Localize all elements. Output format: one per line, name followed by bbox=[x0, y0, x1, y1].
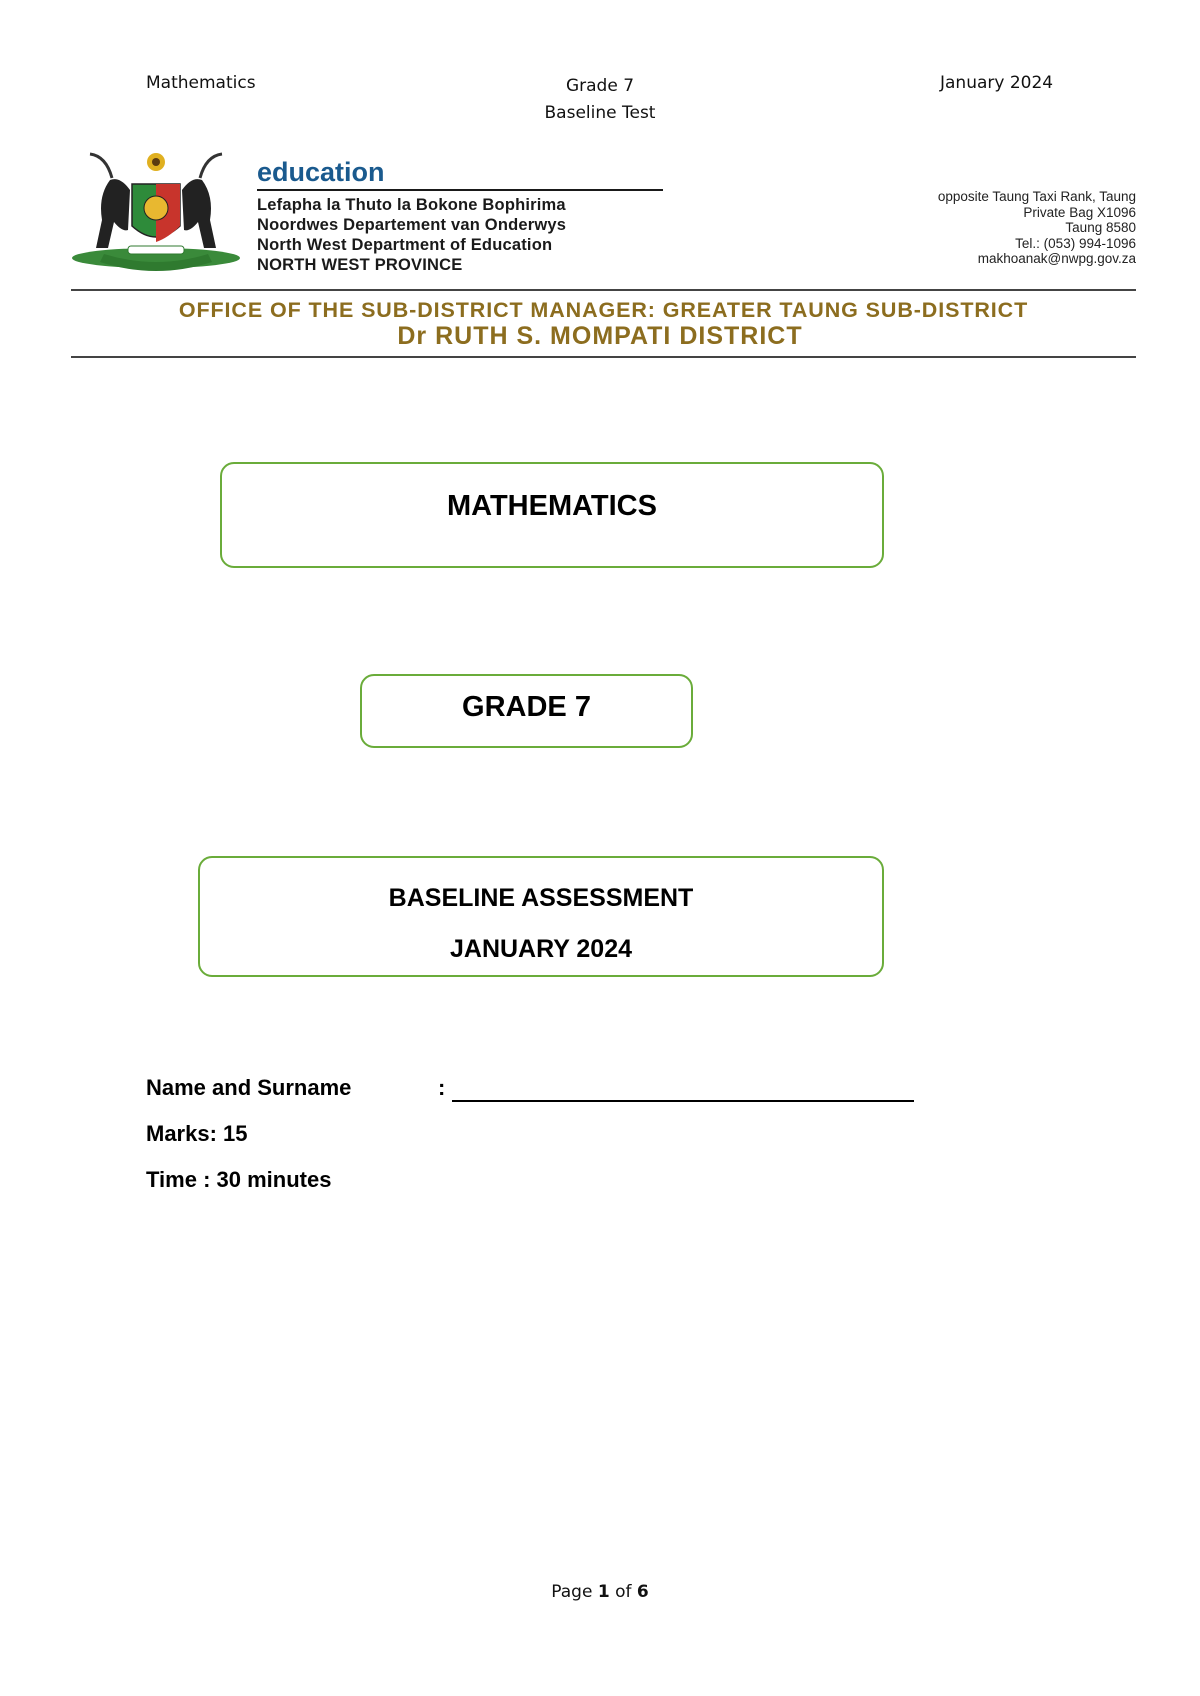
department-line-english: North West Department of Education bbox=[257, 236, 553, 254]
contact-postal: Taung 8580 bbox=[1065, 220, 1136, 235]
subject-box: MATHEMATICS bbox=[220, 462, 884, 568]
assessment-title: BASELINE ASSESSMENT bbox=[388, 884, 694, 912]
page-of: of bbox=[615, 1582, 632, 1602]
coat-of-arms-icon bbox=[70, 150, 242, 276]
header-subject: Mathematics bbox=[146, 73, 256, 93]
name-surname-label: Name and Surname bbox=[146, 1075, 352, 1100]
page-total: 6 bbox=[636, 1582, 649, 1602]
letterhead-bottom-rule bbox=[71, 356, 1136, 358]
header-grade: Grade 7 bbox=[565, 76, 635, 96]
assessment-box bbox=[198, 856, 884, 977]
page-current: 1 bbox=[597, 1582, 610, 1602]
contact-email: makhoanak@nwpg.gov.za bbox=[977, 251, 1136, 266]
district-title: Dr RUTH S. MOMPATI DISTRICT bbox=[397, 322, 803, 350]
department-line-setswana: Lefapha la Thuto la Bokone Bophirima bbox=[257, 196, 566, 214]
page-number bbox=[0, 1582, 1200, 1602]
grade-box: GRADE 7 bbox=[360, 674, 693, 748]
office-title: OFFICE OF THE SUB-DISTRICT MANAGER: GREATER TAUNG SUB-DISTRICT bbox=[178, 298, 1029, 322]
province-line: NORTH WEST PROVINCE bbox=[257, 256, 463, 274]
time-label: Time : 30 minutes bbox=[146, 1167, 332, 1192]
name-write-line[interactable] bbox=[452, 1100, 914, 1102]
assessment-date: JANUARY 2024 bbox=[449, 935, 633, 963]
header-date: January 2024 bbox=[940, 73, 1054, 93]
contact-private-bag: Private Bag X1096 bbox=[1023, 204, 1136, 220]
department-line-afrikaans: Noordwes Departement van Onderwys bbox=[257, 216, 567, 234]
header-test-type: Baseline Test bbox=[544, 103, 656, 123]
contact-block bbox=[938, 189, 1136, 267]
contact-address: opposite Taung Taxi Rank, Taung bbox=[937, 189, 1136, 204]
letterhead-top-rule bbox=[71, 289, 1136, 291]
education-wordmark: education bbox=[257, 157, 385, 187]
marks-label: Marks: 15 bbox=[146, 1121, 248, 1146]
wordmark-divider bbox=[257, 189, 663, 191]
letterhead-department bbox=[257, 158, 665, 275]
contact-phone: Tel.: (053) 994-1096 bbox=[1015, 235, 1136, 251]
name-colon: : bbox=[438, 1075, 446, 1100]
page-prefix: Page bbox=[551, 1582, 593, 1602]
